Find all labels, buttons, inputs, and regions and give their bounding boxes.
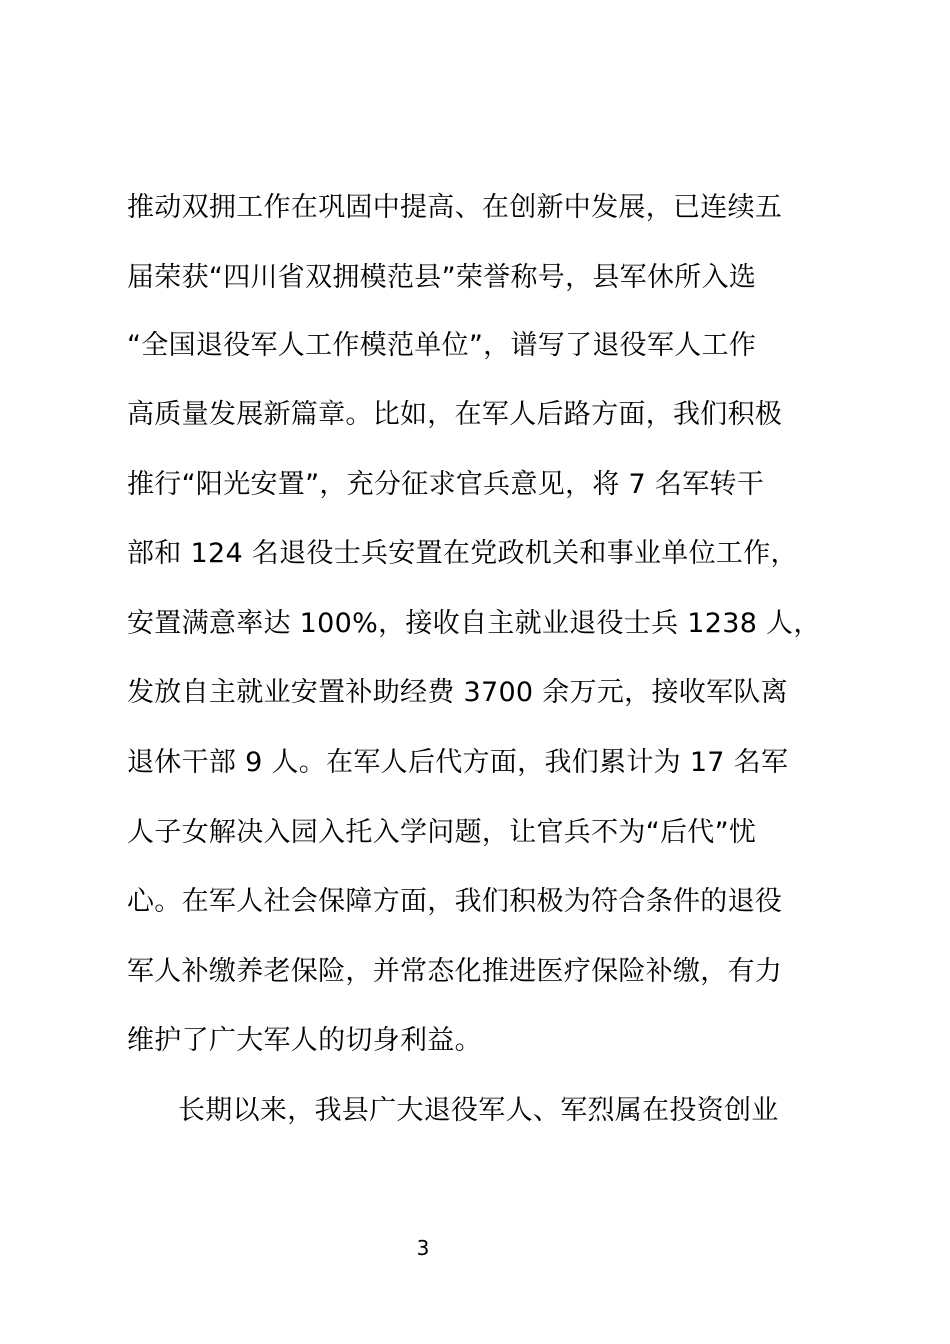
paragraph-1-line-12: 军人补缴养老保险，并常态化推进医疗保险补缴，有力 (127, 956, 783, 987)
paragraph-1-line-7: 安置满意率达 100%，接收自主就业退役士兵 1238 人， (127, 608, 821, 639)
paragraph-1-line-8: 发放自主就业安置补助经费 3700 余万元，接收军队离 (127, 677, 788, 708)
paragraph-1-line-5: 推行“阳光安置”，充分征求官兵意见，将 7 名军转干 (127, 469, 765, 500)
paragraph-1-line-3: “全国退役军人工作模范单位”，谱写了退役军人工作 (127, 330, 757, 361)
paragraph-1-line-9: 退休干部 9 人。在军人后代方面，我们累计为 17 名军 (127, 747, 789, 778)
paragraph-1-line-13: 维护了广大军人的切身利益。 (127, 1025, 482, 1056)
paragraph-1-line-4: 高质量发展新篇章。比如，在军人后路方面，我们积极 (127, 399, 783, 430)
page-number: 3 (416, 1236, 430, 1260)
paragraph-1-line-6: 部和 124 名退役士兵安置在党政机关和事业单位工作， (127, 538, 798, 569)
paragraph-1-line-10: 人子女解决入园入托入学问题，让官兵不为“后代”忧 (127, 817, 757, 848)
paragraph-1-line-1: 推动双拥工作在巩固中提高、在创新中发展，已连续五 (127, 192, 783, 223)
paragraph-1-line-2: 届荣获“四川省双拥模范县”荣誉称号，县军休所入选 (127, 262, 757, 293)
paragraph-2-line-1: 长期以来，我县广大退役军人、军烈属在投资创业 (178, 1095, 779, 1126)
paragraph-1-line-11: 心。在军人社会保障方面，我们积极为符合条件的退役 (127, 886, 783, 917)
